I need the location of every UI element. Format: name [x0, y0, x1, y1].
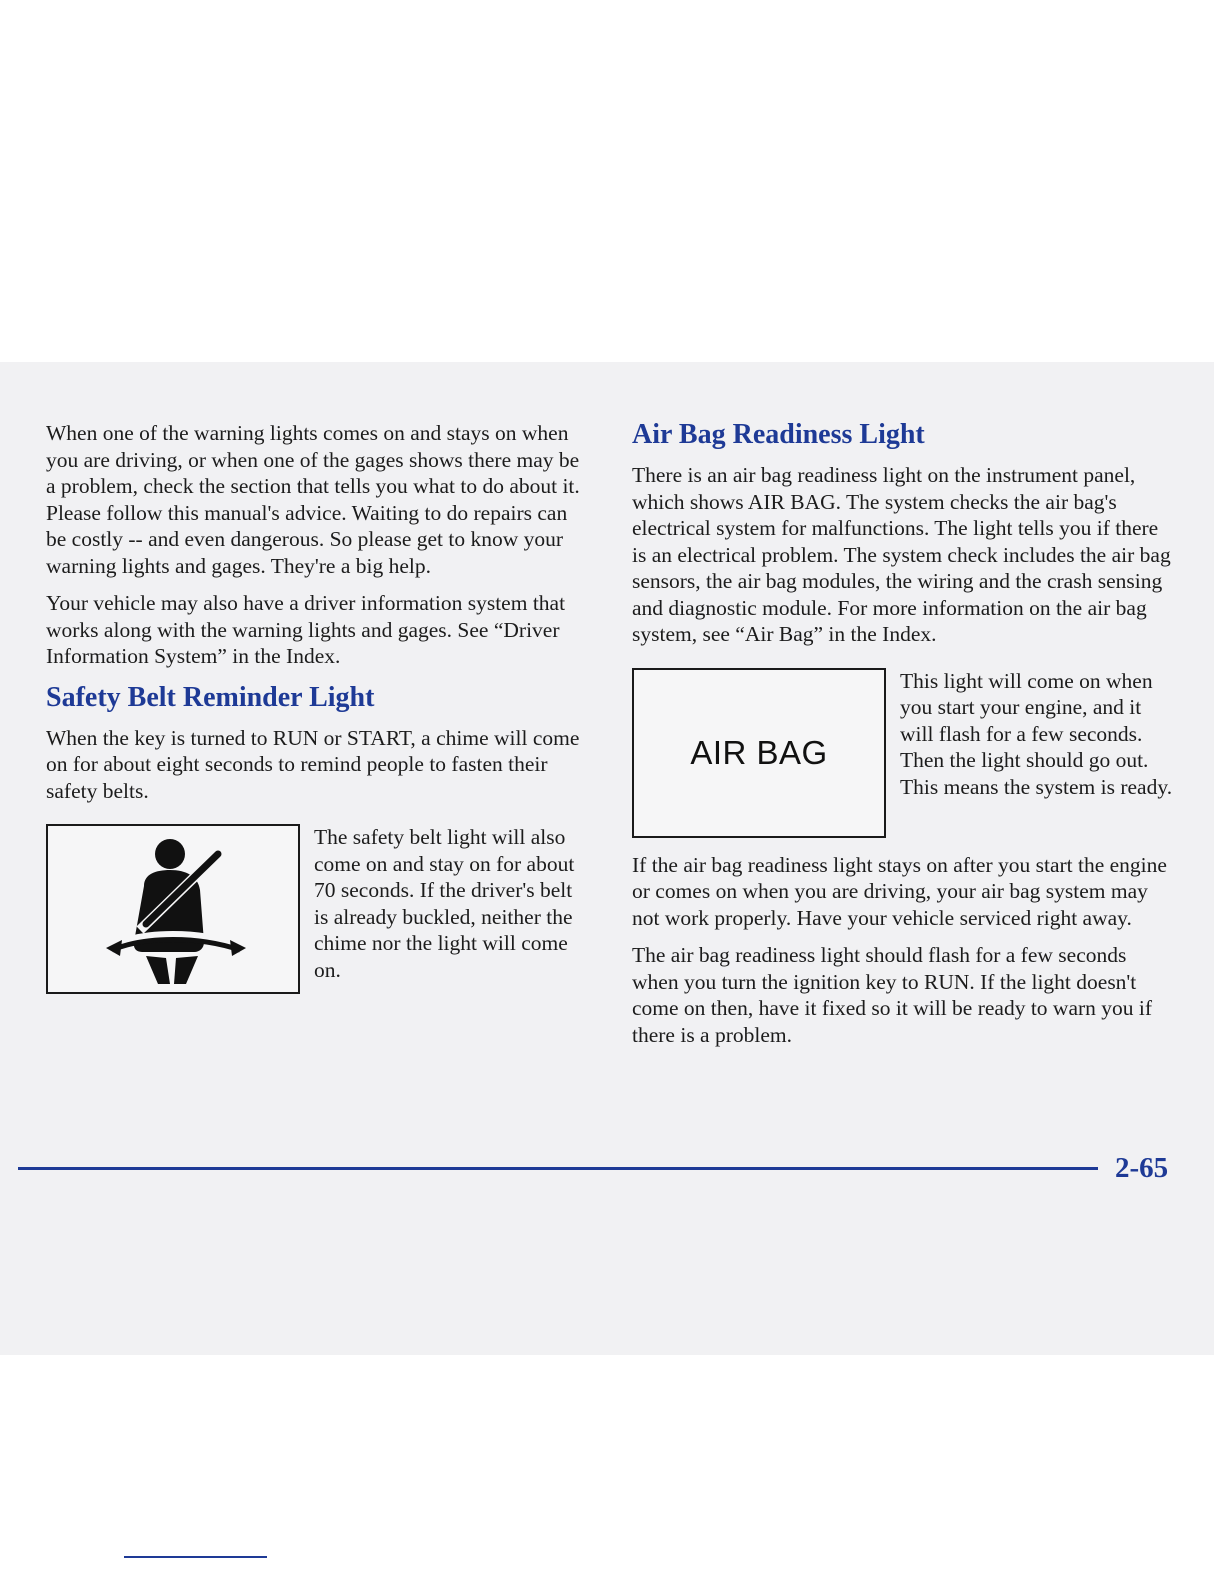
bottom-link-underline	[124, 1556, 267, 1558]
seatbelt-icon	[106, 834, 246, 984]
intro-paragraph: When one of the warning lights comes on and stays on when you are driving, or when one of the gages shows there may be a problem, check the section that tells you what to do about it. Please follow this manual's advice. Waiting to do repairs can be costly -- and even dangerous. So please get to know your warning lights and gages. They're a big help.	[46, 421, 580, 578]
air-bag-light-label: AIR BAG	[690, 733, 828, 771]
page-number: 2-65	[1115, 1152, 1169, 1184]
air-bag-figure-text	[900, 668, 1177, 801]
air-bag-paragraph: There is an air bag readiness light on the instrument panel, which shows AIR BAG. The system checks the air bag's electrical system for malfunctions. The light tells you if there is an electrical problem. The system check includes the air bag sensors, the air bag modules, the wiring and the crash sensing and diagnostic module. For more information on the air bag system, see “Air Bag” in the Index.	[632, 463, 1171, 646]
safety-belt-figure-row	[46, 824, 591, 994]
air-bag-figure-row	[632, 668, 1177, 838]
driver-info-paragraph: Your vehicle may also have a driver information system that works along with the warning lights and gages. See “Driver Information System” in the Index.	[46, 591, 566, 668]
safety-belt-paragraph: When the key is turned to RUN or START, a chime will come on for about eight seconds to remind people to fasten their safety belts.	[46, 725, 580, 803]
air-bag-heading: Air Bag Readiness Light	[632, 419, 925, 450]
left-column	[46, 420, 591, 1008]
safety-belt-figure-caption: The safety belt light will also come on and stay on for about 70 seconds. If the driver's belt is already buckled, neither the chime nor the light will come on.	[314, 825, 575, 982]
air-bag-flash-paragraph: The air bag readiness light should flash for a few seconds when you turn the ignition key to RUN. If the light doesn't come on then, have it fixed so it will be ready to warn you if there is a problem.	[632, 943, 1153, 1047]
safety-belt-figure-text	[314, 824, 591, 983]
safety-belt-figure	[46, 824, 300, 994]
air-bag-stays-on-paragraph: If the air bag readiness light stays on after you start the engine or comes on when you are driving, your air bag system may not work properly. Have your vehicle serviced right away.	[632, 852, 1167, 930]
safety-belt-heading: Safety Belt Reminder Light	[46, 681, 375, 713]
air-bag-figure	[632, 668, 886, 838]
air-bag-figure-caption: This light will come on when you start your engine, and it will flash for a few seconds. Then the light should go out. This means the system is ready.	[900, 668, 1173, 799]
footer-rule	[18, 1167, 1098, 1170]
right-column	[632, 418, 1177, 1059]
